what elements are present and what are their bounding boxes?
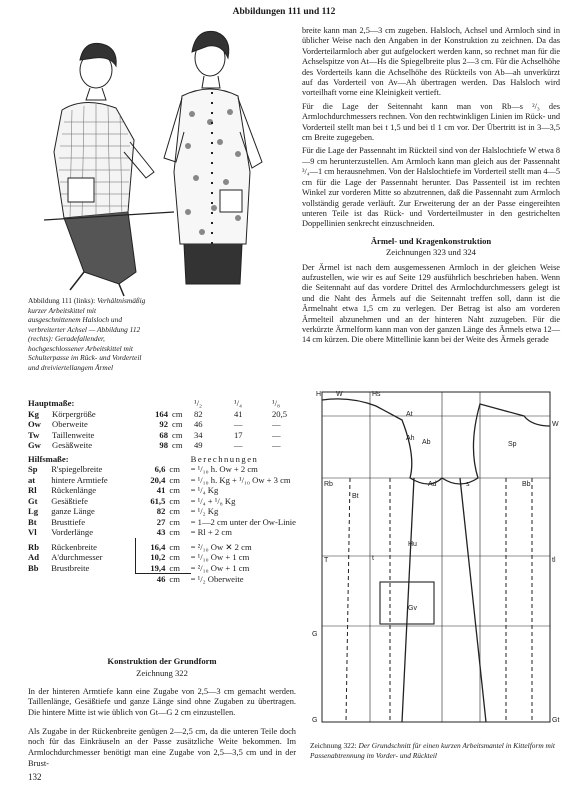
help-name: Gesäßtiefe (51, 495, 88, 506)
right-column (302, 26, 560, 349)
help-calc: = ¹/₄ + ¹/₈ Kg (190, 495, 236, 506)
page-number: 132 (28, 772, 42, 782)
measure-name: Taillenweite (52, 429, 95, 440)
measure-value: 164 (155, 408, 168, 419)
left-figure (44, 43, 174, 296)
measure-value: 98 (159, 440, 168, 450)
calc-heading: Berechnungen (190, 453, 259, 464)
svg-text:Ab: Ab (422, 439, 431, 446)
help-measure-row (28, 464, 296, 475)
group-measure-row (28, 563, 296, 574)
measure-quarter: 41 (234, 408, 243, 419)
measure-eighth: — (272, 429, 281, 440)
help-calc: = ¹/₄ Kg (190, 485, 219, 495)
right-paragraph: Für die Lage der Seitennaht kann man von Rb—s ²/₃ des Armlochdurchmessers rechnen. Von den rechtwinkligen Linien im Rück- und Vorderteil stellt man bei t 1,5 und bei tl 1 cm vor. Der Übertritt ist in 3—3,5 cm Breite zugegeben. (302, 101, 560, 143)
measure-value: 92 (159, 419, 168, 429)
svg-text:Hs: Hs (372, 391, 381, 398)
measure-value: 68 (159, 429, 168, 440)
help-unit: cm (169, 506, 180, 516)
svg-text:Hu: Hu (408, 541, 417, 548)
group-name: Brustbreite (51, 562, 90, 573)
svg-text:Gt: Gt (552, 717, 560, 724)
svg-text:s: s (466, 481, 470, 488)
help-abbr: Rl (28, 485, 37, 495)
help-value: 27 (156, 516, 166, 527)
help-value: 43 (156, 527, 166, 537)
group-measure-row (28, 552, 296, 563)
group-unit: cm (169, 562, 180, 573)
group-value: 16,4 (136, 538, 170, 553)
svg-text:Bb: Bb (522, 481, 531, 488)
sleeve-paragraph: Der Ärmel ist nach dem ausgemessenen Armloch in der gleichen Weise aufzustellen, wie wir es auf Seite 129 ausführlich beschrieben haben. Wenn die Seitennaht auf das vordere Drittel des Armlochdurchmessers gelegt ist und die Naht des Ärmels auf die Seitennaht treffen soll, dann ist die Ärmelnaht etwa 1,5 cm zu verlegen. Der Betrag ist also am vorderen Ärmelteil abzunehmen und an der hinteren Naht zuzugeben. Für die verkürzte Ärmelform kann man von der ganzen Länge des Ärmels etwa 12—14 cm kürzen. Die obere Mittellinie kann bei der Weite des Ärmels gerade (302, 262, 560, 345)
svg-text:G: G (312, 717, 318, 724)
measure-abbr: Tw (28, 429, 40, 440)
help-measure-row (28, 485, 296, 496)
main-measures-heading: Hauptmaße: (28, 398, 75, 408)
measure-half: 82 (194, 408, 203, 419)
left-text-section (28, 650, 296, 778)
svg-text:T: T (324, 557, 329, 564)
measure-abbr: Kg (28, 408, 39, 419)
group-unit: cm (169, 552, 180, 562)
total-value: 46 (136, 574, 170, 585)
total-calc: = ¹/₂ Oberweite (190, 573, 244, 584)
diagram-caption-label: Zeichnung 322: (310, 741, 357, 750)
svg-text:Sp: Sp (508, 441, 517, 448)
help-calc: = ¹/₁₀ h. Ow + 2 cm (190, 464, 258, 474)
help-name: Brusttiefe (51, 516, 86, 527)
measure-row (28, 440, 287, 451)
help-measures-table (28, 454, 296, 585)
measure-row (28, 409, 287, 420)
illustration-caption (28, 296, 146, 372)
help-measure-row (28, 506, 296, 517)
fashion-illustration (24, 22, 292, 298)
svg-text:Rb: Rb (324, 481, 333, 488)
group-calc: = ²/₁₀ Ow + 1 cm (190, 562, 250, 573)
help-calc: = Rl + 2 cm (190, 527, 232, 537)
help-measure-row (28, 527, 296, 538)
help-unit: cm (169, 485, 180, 495)
group-name: A'durchmesser (51, 552, 103, 562)
measure-name: Gesäßweite (52, 440, 93, 450)
group-measure-row (28, 538, 296, 553)
caption-text: Verhältnismäßig kurzer Arbeitskittel mit ausgeschnittenem Halsloch und verbreiterter Achsel — Abbildung 112 (rechts): Geradefallender, hochgeschlossener Arbeitskittel mit Schulterpasse im Rück- und Vorderteil und dreiviertellangem Ärmel (28, 296, 146, 372)
measure-half: 46 (194, 419, 203, 429)
measurements-block (28, 398, 296, 585)
measure-unit: cm (172, 419, 183, 429)
help-unit: cm (169, 495, 180, 506)
left-section-heading: Konstruktion der Grundform (107, 656, 217, 666)
group-calc: = ²/₁₀ Ow ✕ 2 cm (190, 541, 252, 552)
left-paragraph: Als Zugabe in der Rückenbreite genügen 2—2,5 cm, da die unteren Teile doch noch für das Einkräuseln an der Passe zusätzliche Weite bekommen. Im Armlochdurchmesser benötigt man eine Zugabe von 2,5—3,5 cm und in der Brust- (28, 726, 296, 768)
help-calc: = ¹/₂ Kg (190, 506, 219, 516)
measure-unit: cm (172, 408, 183, 419)
help-abbr: Gt (28, 495, 38, 506)
help-calc: = 1—2 cm unter der Ow-Linie (190, 516, 296, 527)
help-measure-row (28, 475, 296, 486)
group-unit: cm (169, 541, 180, 552)
help-measure-row (28, 496, 296, 507)
measure-name: Körpergröße (52, 408, 96, 419)
left-paragraph: In der hinteren Armtiefe kann eine Zugabe von 2,5—3 cm gemacht werden. Taillenlänge, Gesäßtiefe und ganze Länge sind ohne Zugaben zu übertragen. Die hintere Mitte ist wie üblich von Gt—G 2 cm einzustellen. (28, 686, 296, 717)
group-abbr: Rb (28, 541, 39, 552)
help-abbr: Sp (28, 464, 38, 474)
measure-eighth: — (272, 419, 281, 429)
help-name: R'spiegelbreite (51, 464, 103, 474)
left-section-subheading: Zeichnung 322 (136, 667, 188, 678)
help-measure-row (28, 517, 296, 528)
help-value: 6,6 (154, 464, 166, 474)
measure-unit: cm (172, 429, 183, 440)
svg-text:Ah: Ah (406, 435, 415, 442)
svg-text:Ad: Ad (428, 481, 437, 488)
group-value: 19,4 (136, 563, 170, 574)
help-value: 61,5 (150, 495, 166, 506)
help-name: Rückenlänge (51, 485, 97, 495)
help-abbr: at (28, 474, 36, 485)
svg-text:H: H (316, 391, 322, 398)
group-abbr: Bb (28, 562, 39, 573)
help-abbr: Lg (28, 506, 39, 516)
measure-abbr: Gw (28, 440, 41, 450)
caption-label: Abbildung 111 (links): (28, 296, 96, 305)
main-measures-table (28, 398, 287, 451)
svg-text:tl: tl (552, 557, 556, 564)
help-abbr: Bt (28, 516, 37, 527)
group-abbr: Ad (28, 552, 39, 562)
help-unit: cm (169, 474, 180, 485)
svg-text:Bt: Bt (352, 493, 359, 500)
diagram-caption-text: Der Grundschnitt für einen kurzen Arbeitsmantel in Kittelform mit Passenabtrennung im Vorder- und Rückteil (310, 741, 555, 760)
pattern-diagram (310, 386, 562, 734)
help-value: 20,4 (150, 474, 166, 485)
total-unit: cm (169, 574, 190, 585)
sleeve-section-heading: Ärmel- und Kragenkonstruktion (370, 235, 492, 246)
measure-eighth: — (272, 440, 281, 450)
svg-text:t: t (372, 555, 374, 562)
diagram-caption (310, 741, 562, 760)
total-row (28, 574, 296, 585)
help-unit: cm (169, 516, 180, 527)
svg-text:G: G (312, 631, 318, 638)
right-figure (164, 31, 262, 284)
measure-eighth: 20,5 (272, 408, 288, 419)
measure-abbr: Ow (28, 419, 41, 429)
group-name: Rückenbreite (51, 541, 98, 552)
measure-quarter: 17 (234, 429, 243, 440)
right-paragraph: breite kann man 2,5—3 cm zugeben. Halsloch, Achsel und Armloch sind in üblicher Weise nach den Angaben in der Konstruktion zu zeichnen. Da das Vorderteilarmloch aber gut aufgelockert werden kann, so rechnet man für die Achselspitze von At—Hs die Spiegelbreite plus 2—3 cm. Für die Achselhöhe des Vorderteils kann die Achselhöhe des Rückteils von Ab—ah unverkürzt auf das Vorderteil von Av—Ah übertragen werden. Das Halsloch wird vorteilhaft vorne eine Kleinigkeit vertieft. (302, 26, 560, 98)
measure-name: Oberweite (52, 419, 88, 429)
svg-text:At: At (406, 411, 413, 418)
help-name: ganze Länge (51, 506, 95, 516)
measure-unit: cm (172, 440, 183, 450)
measure-quarter: — (234, 419, 243, 429)
measure-row (28, 430, 287, 441)
measure-row (28, 419, 287, 430)
group-value: 10,2 (136, 552, 170, 563)
measure-half: 49 (194, 440, 203, 450)
help-value: 82 (156, 506, 166, 516)
group-calc: = ¹/₁₀ Ow + 1 cm (190, 552, 250, 562)
right-paragraph: Für die Lage der Passennaht im Rückteil sind von der Halslochtiefe W etwa 8—9 cm herunterzustellen. Am Armloch kann man gleich aus der Passennaht ³/₄—1 cm herausnehmen. Von der Halslochtiefe im Vorderteil stellt man 4—5 cm für die Lage der Passennaht herunter. Das Passenteil ist im rechten Winkel zur vorderen Mitte so abzutrennen, daß die Passennaht zum Armloch vollständig gerade verläuft. Zur Erweiterung der an der Passe eingereihten unteren Teile ist das Rück- und Vorderteilmuster in den gestrichelten Doppellinien senkrecht einzuschneiden. (302, 146, 560, 229)
page-header: Abbildungen 111 und 112 (232, 7, 336, 17)
help-unit: cm (169, 464, 180, 474)
help-name: hintere Armtiefe (51, 474, 108, 485)
svg-text:Gv: Gv (408, 605, 417, 612)
help-name: Vorderlänge (51, 527, 94, 537)
measure-half: 34 (194, 429, 203, 440)
help-unit: cm (169, 527, 180, 537)
fraction-header: ¹/₂ (194, 398, 202, 408)
fraction-header: ¹/₈ (272, 398, 280, 408)
help-abbr: Vl (28, 527, 37, 537)
svg-text:W: W (552, 421, 559, 428)
measure-quarter: — (234, 440, 243, 450)
help-measures-heading: Hilfsmaße: (28, 453, 69, 464)
help-value: 41 (156, 485, 166, 495)
help-calc: = ¹/₁₀ h. Kg + ¹/₁₀ Ow + 3 cm (190, 474, 291, 485)
svg-text:W: W (336, 391, 343, 398)
sleeve-section-subheading: Zeichnungen 323 und 324 (386, 247, 476, 258)
fraction-header: ¹/₄ (234, 398, 242, 408)
